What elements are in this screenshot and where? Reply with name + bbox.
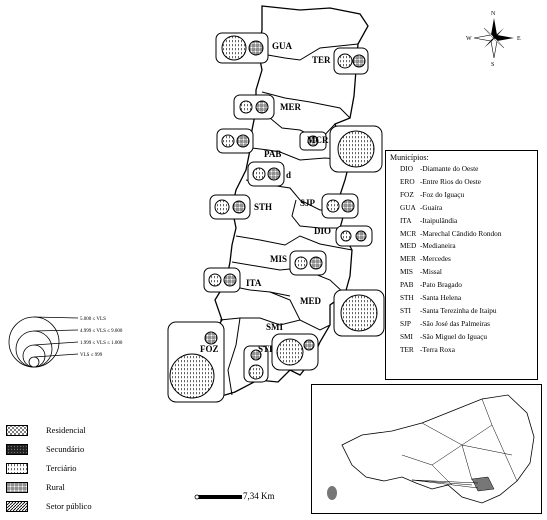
municipios-legend (385, 150, 538, 380)
land-use-label: Residencial (46, 425, 86, 435)
symbol-ero (248, 162, 284, 186)
municipio-item (390, 176, 533, 189)
label-mcr: MCR (307, 135, 329, 145)
land-use-label: Secundário (46, 444, 85, 454)
municipio-code: STI (400, 305, 411, 315)
municipio-name: -Guaíra (420, 202, 443, 212)
municipios-legend-title: Municípios: (390, 153, 429, 162)
residencial-swatch-icon (6, 425, 28, 436)
municipio-code: TER (400, 344, 414, 354)
compass-e: E (517, 36, 521, 42)
terciario-swatch-icon (6, 463, 28, 474)
municipio-name: -Diamante do Oeste (420, 164, 479, 173)
size-legend-line-1: 5.000 ≤ VLS (80, 317, 106, 322)
symbol-ter (334, 48, 368, 74)
municipio-item (390, 215, 533, 228)
municipio-name: -Pato Bragado (420, 280, 462, 290)
label-foz: FOZ (200, 344, 219, 354)
symbol-ita (204, 268, 240, 292)
label-ita: ITA (246, 278, 262, 288)
municipio-name: -Terra Roxa (420, 344, 455, 354)
municipio-item (390, 253, 533, 266)
municipios-list (390, 163, 533, 357)
label-sth: STH (254, 202, 273, 212)
label-mer: MER (280, 102, 301, 112)
size-legend-line-4: VLS ≤ 999 (80, 353, 103, 358)
municipio-item (390, 240, 533, 253)
label-sjp: SJP (300, 198, 316, 208)
municipio-code: SMI (400, 331, 413, 341)
land-use-label: Setor público (46, 501, 92, 511)
label-smi: SMI (266, 322, 284, 332)
municipio-code: PAB (400, 280, 414, 290)
land-use-item-residencial (4, 423, 144, 442)
municipio-code: STH (400, 293, 414, 303)
municipio-code: MED (400, 241, 417, 251)
municipio-item (390, 318, 533, 331)
symbol-gua (216, 33, 268, 63)
municipio-code: ITA (400, 215, 412, 225)
label-ter: TER (312, 55, 331, 65)
municipio-name: -Santa Helena (420, 293, 462, 303)
land-use-item-rural (4, 480, 144, 499)
municipio-code: DIO (400, 164, 413, 173)
municipio-name: -Marechal Cândido Rondon (420, 228, 502, 238)
label-gua: GUA (272, 41, 292, 51)
municipio-code: MCR (400, 228, 417, 238)
symbol-sjp (322, 194, 358, 218)
scale-label: 7,34 Km (243, 491, 275, 501)
symbol-pab (217, 129, 253, 153)
label-orphan: d (286, 170, 292, 180)
brazil-outline-icon (312, 385, 541, 513)
municipio-code: SJP (400, 318, 411, 328)
land-use-item-terciario (4, 461, 144, 480)
municipio-item (390, 279, 533, 292)
symbol-smi (272, 334, 318, 370)
compass-s: S (491, 62, 495, 68)
municipio-name: -Medianeira (420, 241, 456, 251)
size-legend-line-2: 4.999 ≤ VLS ≤ 9.000 (80, 329, 123, 334)
label-mis: MIS (270, 254, 288, 264)
land-use-legend (4, 423, 144, 518)
rural-swatch-icon (6, 482, 28, 493)
municipio-name: -Foz do Iguaçu (420, 189, 465, 199)
scale-bar (195, 495, 242, 499)
land-use-label: Terciário (46, 463, 77, 473)
municipio-code: MIS (400, 267, 413, 277)
land-use-item-secundario (4, 442, 144, 461)
compass-rose-icon (474, 18, 514, 58)
symbol-foz (168, 322, 224, 402)
municipio-item (390, 331, 533, 344)
municipio-item (390, 266, 533, 279)
municipio-name: -Itaipulândia (420, 215, 458, 225)
secundario-swatch-icon (6, 444, 28, 455)
municipio-item (390, 344, 533, 357)
municipio-code: FOZ (400, 189, 414, 199)
municipio-item (390, 305, 533, 318)
symbol-mer (234, 95, 274, 119)
municipio-code: GUA (400, 202, 416, 212)
municipio-name: -São José das Palmeiras (420, 318, 490, 328)
label-dio: DIO (314, 226, 332, 236)
municipio-item (390, 292, 533, 305)
symbol-sth (210, 195, 250, 219)
symbol-dio (336, 226, 372, 246)
municipio-code: ERO (400, 176, 415, 186)
symbol-mis (290, 251, 326, 275)
land-use-label: Rural (46, 482, 65, 492)
inset-locator-map (311, 384, 542, 514)
municipio-item (390, 202, 533, 215)
compass-w: W (466, 36, 472, 42)
land-use-item-setor-publico (4, 499, 144, 518)
label-sti: STI (258, 344, 273, 354)
municipio-name: -São Miguel do Iguaçu (420, 331, 488, 341)
municipio-item (390, 189, 533, 202)
setor-publico-swatch-icon (6, 501, 28, 512)
compass-n: N (491, 11, 496, 17)
symbol-med (334, 290, 384, 336)
municipio-item (390, 228, 533, 241)
municipio-name: -Entre Rios do Oeste (420, 176, 481, 186)
municipio-name: -Mercedes (420, 254, 451, 264)
municipio-code: MER (400, 254, 416, 264)
label-pab: PAB (264, 149, 282, 159)
municipio-item (390, 163, 533, 176)
label-med: MED (300, 296, 321, 306)
municipio-name: -Missal (420, 267, 442, 277)
size-legend (9, 317, 78, 367)
municipio-name: -Santa Terezinha de Itaipu (420, 305, 497, 315)
size-legend-line-3: 1.999 ≤ VLS ≤ 1.000 (80, 341, 123, 346)
